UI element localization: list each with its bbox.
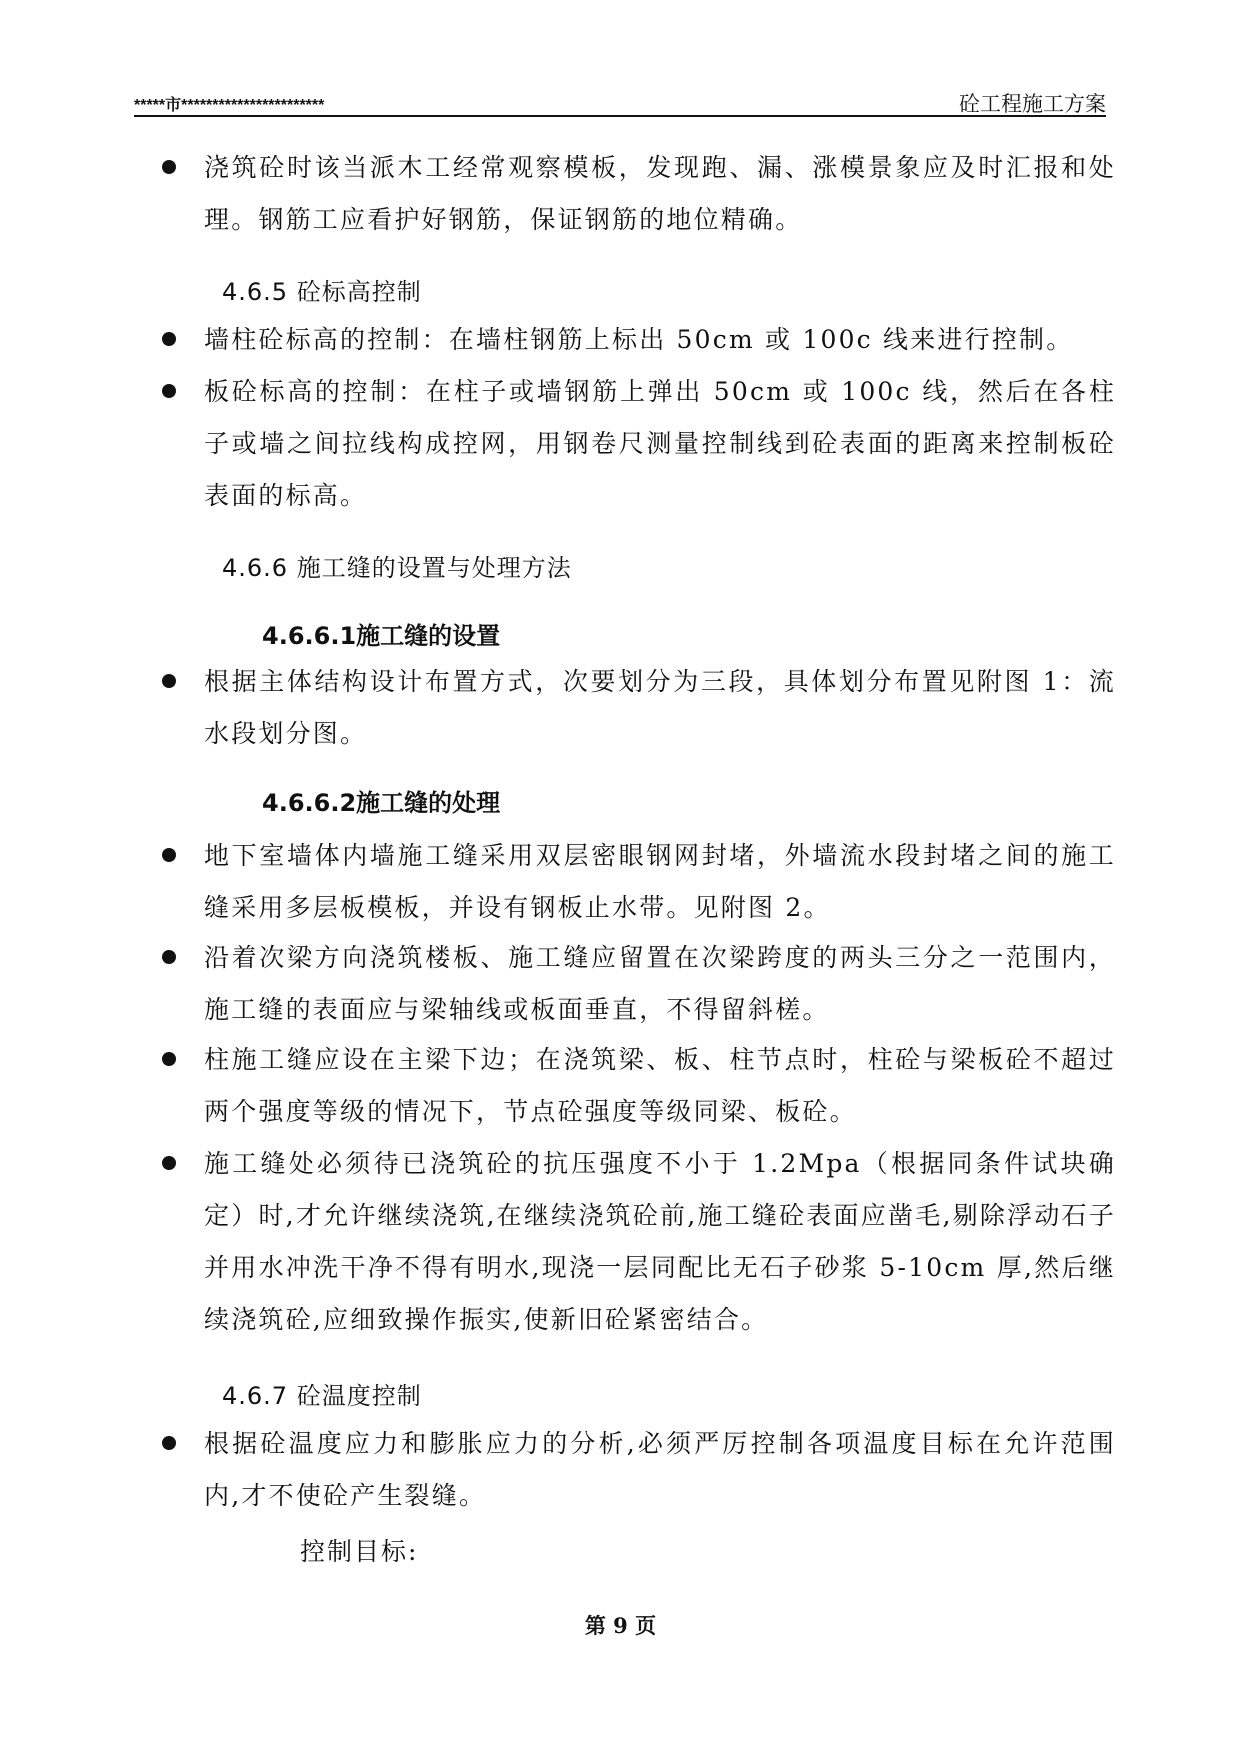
bullet-marker	[162, 1156, 176, 1170]
section-heading: 4.6.6 施工缝的设置与处理方法	[222, 554, 572, 582]
bullet-marker	[162, 848, 176, 862]
paragraph-bullet: 浇筑砼时该当派木工经常观察模板，发现跑、漏、涨模景象应及时汇报和处理。钢筋工应看护好钢筋，保证钢筋的地位精确。	[204, 153, 1116, 234]
page-header-left: *****市***********************	[134, 97, 325, 114]
section-heading: 4.6.7 砼温度控制	[222, 1382, 422, 1410]
paragraph-bullet: 板砼标高的控制：在柱子或墙钢筋上弹出 50cm 或 100c 线，然后在各柱子或墙之间拉线构成控网，用钢卷尺测量控制线到砼表面的距离来控制板砼表面的标高。	[204, 377, 1116, 510]
paragraph-bullet: 施工缝处必须待已浇筑砼的抗压强度不小于 1.2Mpa（根据同条件试块确定）时,才允许继续浇筑,在继续浇筑砼前,施工缝砼表面应凿毛,剔除浮动石子并用水冲洗干净不得有明水,现浇一层同配比无石子砂浆 5-10cm 厚,然后继续浇筑砼,应细致操作振实,使新旧砼紧密结合。	[204, 1149, 1116, 1334]
paragraph-bullet: 地下室墙体内墙施工缝采用双层密眼钢网封堵，外墙流水段封堵之间的施工缝采用多层板模板，并设有钢板止水带。见附图 2。	[204, 841, 1116, 922]
bullet-marker	[162, 384, 176, 398]
section-heading: 4.6.5 砼标高控制	[222, 278, 422, 306]
paragraph-bullet: 柱施工缝应设在主梁下边；在浇筑梁、板、柱节点时，柱砼与梁板砼不超过两个强度等级的情况下，节点砼强度等级同梁、板砼。	[204, 1045, 1116, 1126]
paragraph-bullet: 根据砼温度应力和膨胀应力的分析,必须严厉控制各项温度目标在允许范围内,才不使砼产生裂缝。	[204, 1429, 1116, 1510]
page-number: 第 9 页	[584, 1613, 657, 1638]
header-rule	[134, 115, 1106, 117]
bullet-marker	[162, 950, 176, 964]
subsection-heading: 4.6.6.1施工缝的设置	[262, 622, 501, 650]
bullet-marker	[162, 674, 176, 688]
bullet-marker	[162, 1052, 176, 1066]
bullet-marker	[162, 160, 176, 174]
page-header-right: 砼工程施工方案	[959, 92, 1106, 116]
sub-label: 控制目标:	[300, 1537, 419, 1566]
bullet-marker	[162, 332, 176, 346]
bullet-marker	[162, 1436, 176, 1450]
paragraph-bullet: 墙柱砼标高的控制：在墙柱钢筋上标出 50cm 或 100c 线来进行控制。	[204, 325, 1074, 354]
paragraph-bullet: 根据主体结构设计布置方式，次要划分为三段，具体划分布置见附图 1：流水段划分图。	[204, 667, 1116, 748]
paragraph-bullet: 沿着次梁方向浇筑楼板、施工缝应留置在次梁跨度的两头三分之一范围内，施工缝的表面应与梁轴线或板面垂直，不得留斜槎。	[204, 943, 1116, 1024]
subsection-heading: 4.6.6.2施工缝的处理	[262, 789, 501, 817]
